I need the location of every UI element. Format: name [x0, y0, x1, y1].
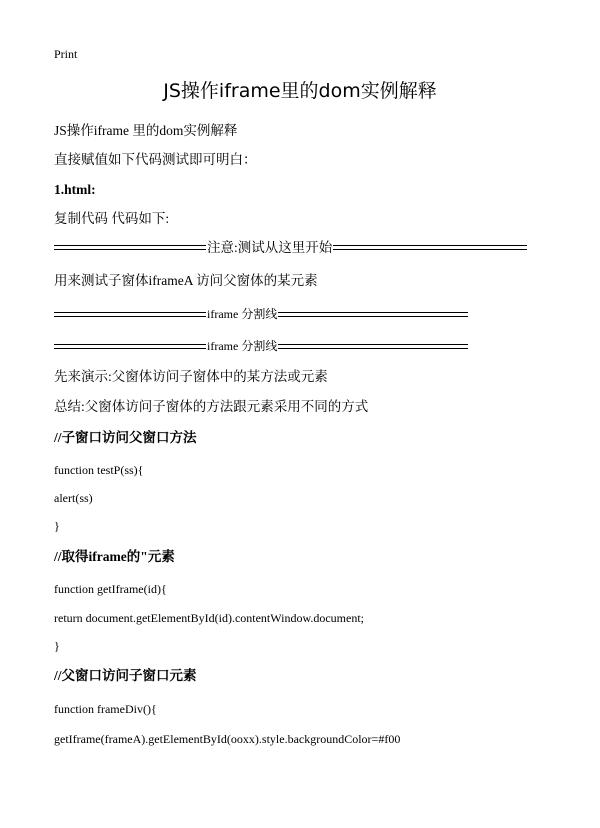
iframe-divider-2: [54, 340, 468, 352]
iframe-divider-label: iframe 分割线: [207, 339, 278, 353]
summary-line: 总结:父窗体访问子窗体的方法跟元素采用不同的方式: [54, 399, 369, 414]
code-line: }: [54, 519, 60, 533]
code-line: return document.getElementById(id).contentWindow.document;: [54, 611, 364, 625]
divider-rule-right: [278, 344, 468, 349]
child-access-line: 用来测试子窗体iframeA 访问父窗体的某元素: [54, 273, 318, 288]
page-title: JS操作iframe里的dom实例解释: [163, 80, 437, 102]
divider-rule-left: [54, 344, 206, 349]
file-label: 1.html:: [54, 182, 96, 197]
copy-code-line: 复制代码 代码如下:: [54, 211, 170, 226]
instruction-line: 直接赋值如下代码测试即可明白：: [54, 152, 257, 167]
code-line: alert(ss): [54, 491, 93, 505]
divider-rule-left: [54, 312, 206, 317]
iframe-divider-label: iframe 分割线: [207, 307, 278, 321]
code-line: function testP(ss){: [54, 463, 144, 477]
divider-rule-right: [333, 245, 527, 250]
divider-rule-left: [54, 245, 206, 250]
code-line: }: [54, 639, 60, 653]
comment-child-calls-parent: //子窗口访问父窗口方法: [54, 430, 197, 445]
code-line: function getIframe(id){: [54, 582, 167, 596]
intro-line: JS操作iframe 里的dom实例解释: [54, 123, 238, 138]
parent-demo-line: 先来演示:父窗体访问子窗体中的某方法或元素: [54, 369, 328, 384]
test-start-label: 注意:测试从这里开始: [207, 240, 333, 255]
print-label: Print: [54, 47, 78, 61]
code-line: getIframe(frameA).getElementById(ooxx).style.backgroundColor=#f00: [54, 732, 401, 746]
divider-rule-right: [278, 312, 468, 317]
test-start-divider: [54, 241, 527, 255]
code-line: function frameDiv(){: [54, 702, 157, 716]
comment-parent-accesses-child: //父窗口访问子窗口元素: [54, 668, 197, 683]
iframe-divider-1: [54, 308, 468, 320]
comment-get-iframe: //取得iframe的"元素: [54, 549, 175, 564]
